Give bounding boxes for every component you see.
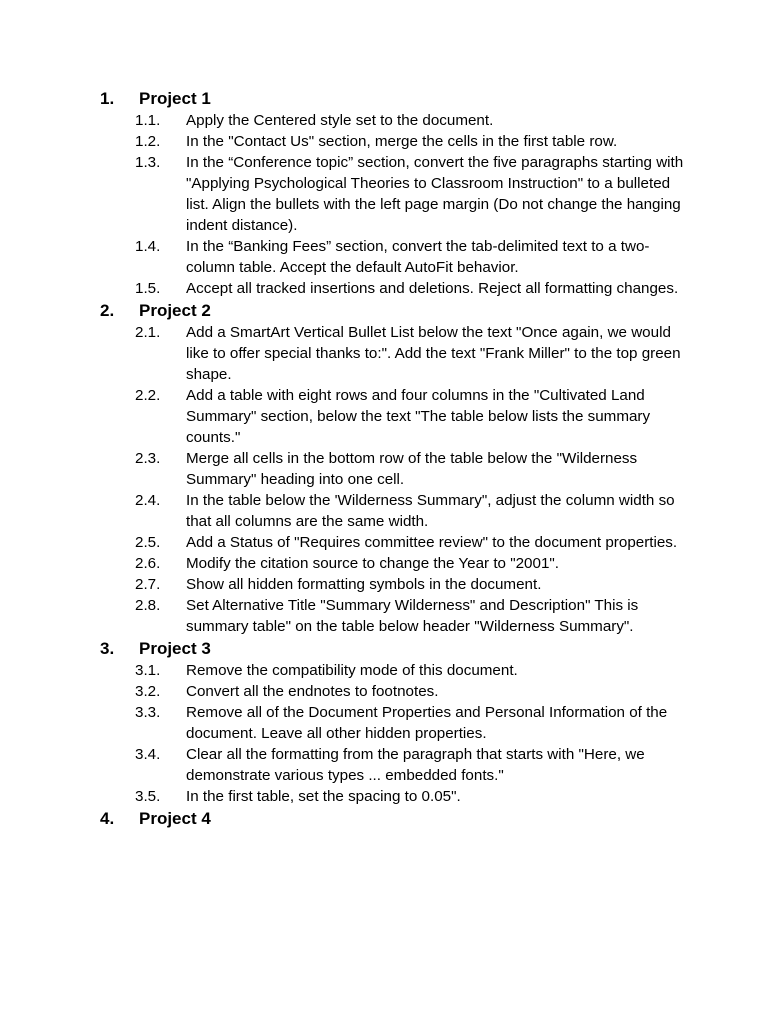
task-number: 2.6. (135, 555, 161, 572)
task-item (0, 152, 768, 236)
project-title: Project 4 (139, 809, 211, 828)
task-text: In the “Banking Fees” section, convert the tab-delimited text to a two-column table. Accept the default AutoFit behavior. (186, 238, 650, 276)
document-page (0, 87, 768, 830)
project-title: Project 1 (139, 89, 211, 108)
task-item (0, 702, 768, 744)
project-heading (0, 299, 768, 322)
task-text: Add a Status of "Requires committee review" to the document properties. (186, 534, 678, 551)
task-item (0, 786, 768, 807)
task-number: 2.7. (135, 576, 161, 593)
project-section (0, 807, 768, 830)
project-number: 2. (100, 301, 115, 320)
task-number: 2.8. (135, 597, 161, 614)
project-heading (0, 807, 768, 830)
task-number: 3.3. (135, 704, 161, 721)
task-item (0, 322, 768, 385)
task-item (0, 278, 768, 299)
task-text: Remove all of the Document Properties and Personal Information of the document. Leave all other hidden properties. (186, 704, 668, 742)
task-number: 1.1. (135, 112, 161, 129)
task-item (0, 553, 768, 574)
task-item (0, 110, 768, 131)
task-item (0, 490, 768, 532)
task-number: 2.2. (135, 387, 161, 404)
task-item (0, 532, 768, 553)
task-text: Convert all the endnotes to footnotes. (186, 683, 439, 700)
task-item (0, 236, 768, 278)
task-item (0, 131, 768, 152)
task-text: In the "Contact Us" section, merge the cells in the first table row. (186, 133, 618, 150)
project-number: 4. (100, 809, 115, 828)
project-section (0, 637, 768, 807)
task-number: 2.3. (135, 450, 161, 467)
project-title: Project 3 (139, 639, 211, 658)
task-text: Modify the citation source to change the Year to "2001". (186, 555, 559, 572)
task-number: 1.5. (135, 280, 161, 297)
task-text: Show all hidden formatting symbols in the document. (186, 576, 542, 593)
project-number: 1. (100, 89, 115, 108)
task-number: 3.4. (135, 746, 161, 763)
task-number: 2.5. (135, 534, 161, 551)
task-text: In the “Conference topic” section, convert the five paragraphs starting with "Applying Psychological Theories to Classroom Instruction" to a bulleted list. Align the bullets with the left page margin (Do not change the hanging indent distance). (186, 154, 684, 234)
task-number: 1.2. (135, 133, 161, 150)
task-text: In the table below the 'Wilderness Summary", adjust the column width so that all columns are the same width. (186, 492, 675, 530)
task-number: 2.4. (135, 492, 161, 509)
task-text: In the first table, set the spacing to 0.05". (186, 788, 461, 805)
project-heading (0, 87, 768, 110)
task-text: Merge all cells in the bottom row of the table below the "Wilderness Summary" heading into one cell. (186, 450, 638, 488)
task-item (0, 660, 768, 681)
project-section (0, 299, 768, 637)
project-heading (0, 637, 768, 660)
task-number: 1.4. (135, 238, 161, 255)
task-item (0, 681, 768, 702)
task-number: 1.3. (135, 154, 161, 171)
task-text: Apply the Centered style set to the document. (186, 112, 494, 129)
task-text: Clear all the formatting from the paragraph that starts with "Here, we demonstrate various types ... embedded fonts." (186, 746, 645, 784)
task-number: 3.1. (135, 662, 161, 679)
task-item (0, 744, 768, 786)
task-item (0, 574, 768, 595)
task-number: 2.1. (135, 324, 161, 341)
task-number: 3.5. (135, 788, 161, 805)
task-text: Remove the compatibility mode of this document. (186, 662, 518, 679)
task-text: Add a table with eight rows and four columns in the "Cultivated Land Summary" section, below the text "The table below lists the summary counts." (186, 387, 651, 446)
task-text: Set Alternative Title "Summary Wilderness" and Description" This is summary table" on the table below header "Wilderness Summary". (186, 597, 639, 635)
task-text: Add a SmartArt Vertical Bullet List below the text "Once again, we would like to offer special thanks to:". Add the text "Frank Miller" to the top green shape. (186, 324, 681, 383)
task-number: 3.2. (135, 683, 161, 700)
project-number: 3. (100, 639, 115, 658)
project-section (0, 87, 768, 299)
task-item (0, 595, 768, 637)
project-title: Project 2 (139, 301, 211, 320)
task-item (0, 448, 768, 490)
task-text: Accept all tracked insertions and deletions. Reject all formatting changes. (186, 280, 679, 297)
task-item (0, 385, 768, 448)
